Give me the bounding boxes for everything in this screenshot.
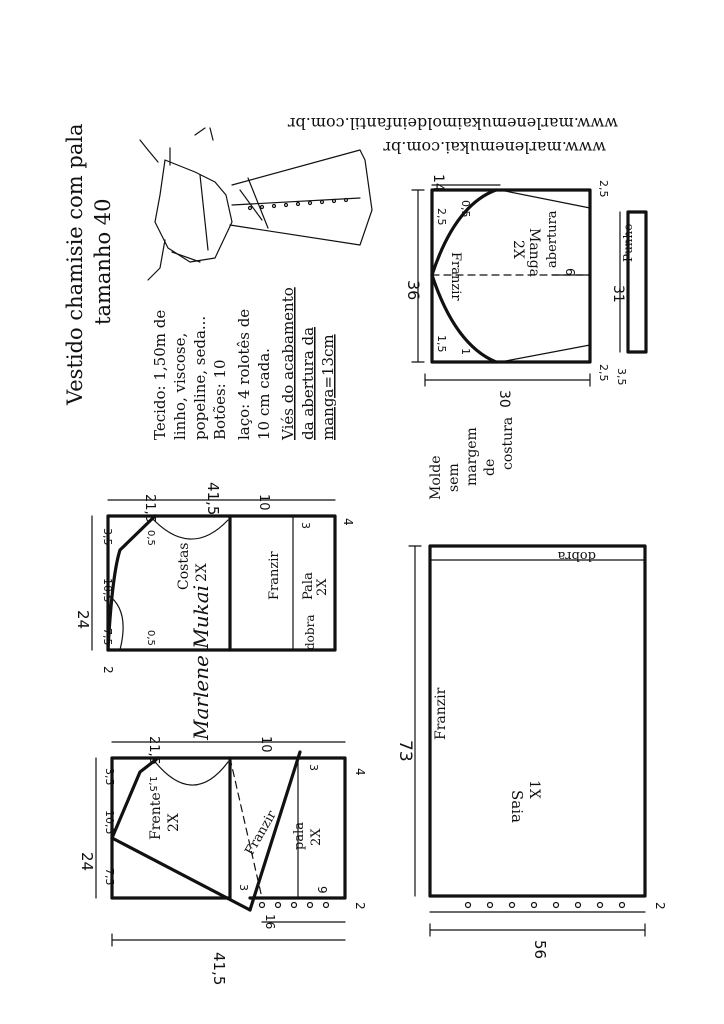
frente-dim-yoke: 10	[258, 736, 273, 753]
materials-line-2: linho, viscose,	[171, 332, 189, 440]
saia-dim-width: 56	[531, 940, 549, 960]
frente-franzir: Franzir	[242, 808, 280, 858]
manga-dim-curve1: 1,5	[435, 335, 448, 353]
frente-piece	[78, 736, 367, 985]
note-line-2: sem	[446, 463, 462, 492]
costas-franzir: Franzir	[267, 551, 282, 600]
costas-dim-curve2: 0,5	[145, 630, 156, 646]
pala-frente-count: 2X	[309, 828, 324, 846]
manga-name: Manga	[526, 228, 542, 278]
pala-frente-dim-height: 3	[237, 884, 250, 891]
costas-dim-arm: 10,5	[101, 578, 114, 603]
manga-dim-curve2: 1	[459, 348, 472, 355]
costas-dim-top: 21,5	[142, 494, 157, 523]
note-line-4: de	[482, 458, 498, 476]
materials-line-8: da abertura da	[299, 326, 317, 440]
materials-line-1: Tecido: 1,50m de	[151, 309, 169, 440]
frente-dim-width: 41,5	[210, 952, 228, 986]
costas-dim-neck: 7,5	[101, 628, 114, 646]
costas-dim-width: 41,5	[204, 482, 222, 516]
frente-dim-neck: 7,5	[103, 868, 116, 886]
frente-dim-hem: 2	[353, 902, 367, 910]
materials-block	[151, 287, 337, 441]
frente-dim-shoulder: 3,5	[103, 768, 116, 786]
punho-dim-width: 3,5	[615, 368, 628, 386]
manga-dim-bottom-l: 2,5	[597, 180, 610, 198]
materials-line-3: popeline, seda...	[191, 315, 209, 440]
costas-name: Costas	[176, 542, 192, 590]
pala-costas-dobra: dobra	[303, 614, 317, 650]
title-block	[63, 123, 115, 406]
manga-piece	[404, 174, 610, 408]
materials-line-7: Viés do acabamento	[279, 287, 297, 440]
manga-count: 2X	[510, 240, 526, 259]
materials-line-5: laço: 4 rolotês de	[235, 308, 253, 440]
note-block	[428, 417, 516, 500]
materials-line-9: manga=13cm	[319, 334, 337, 440]
pala-costas-name: Pala	[301, 572, 316, 600]
costas-piece	[74, 482, 355, 674]
saia-dim-length: 73	[395, 740, 415, 762]
pala-costas-dim-height: 3	[299, 522, 312, 529]
frente-dim-top: 21,5	[146, 736, 161, 765]
costas-dim-shoulder: 3,5	[101, 528, 114, 546]
pala-frente-name: pala	[292, 822, 307, 850]
manga-dim-opening: 6	[563, 268, 577, 276]
manga-abertura: abertura	[545, 210, 560, 268]
frente-dim-bottom: 16	[263, 914, 277, 930]
materials-line-4: Botões: 10	[211, 359, 229, 440]
pattern-title: Vestido chamisie com pala	[63, 123, 87, 405]
dress-illustration	[140, 128, 372, 280]
signature-text: Marlene Mukai	[189, 584, 213, 740]
costas-dim-height: 24	[74, 610, 92, 630]
frente-dim-arm: 10,5	[103, 810, 116, 835]
manga-dim-top: 14	[430, 174, 446, 192]
saia-button-markers	[466, 903, 625, 908]
note-line-1: Molde	[428, 455, 444, 500]
frente-dim-placket: 3	[307, 764, 320, 771]
punho-name: Punho	[621, 223, 635, 262]
note-line-5: costura	[500, 416, 516, 470]
manga-dim-bottom-r: 2,5	[597, 364, 610, 382]
frente-dim-side: 4	[353, 768, 367, 776]
manga-dim-cap2: 0,5	[459, 200, 472, 218]
saia-piece	[395, 546, 667, 959]
manga-dim-width: 30	[496, 390, 512, 408]
costas-dim-curve1: 0,5	[145, 530, 156, 546]
frente-dim-curve: 1,5	[147, 776, 158, 792]
frente-count: 2X	[166, 813, 182, 832]
saia-dobra: dobra	[557, 548, 596, 563]
manga-dim-length: 36	[404, 280, 423, 301]
website-2: www.marlenemukaimoldeinfantil.com.br	[287, 114, 618, 133]
saia-count: 1X	[526, 780, 542, 799]
pattern-size: tamanho 40	[91, 198, 115, 325]
manga-dim-cap: 2,5	[435, 208, 448, 226]
punho-piece	[610, 212, 646, 386]
manga-franzir: Franzir	[448, 252, 463, 301]
note-line-3: margem	[464, 427, 480, 486]
costas-dim-hem: 2	[101, 666, 115, 674]
pala-costas-count: 2X	[315, 578, 330, 596]
pala-costas-dim-side: 4	[341, 518, 355, 526]
saia-franzir: Franzir	[433, 687, 449, 740]
frente-name: Frente	[148, 792, 164, 840]
website-1: www.marlenemukai.com.br	[383, 138, 606, 157]
punho-dim-length: 31	[610, 285, 626, 303]
frente-dim-bottom2: 9	[315, 886, 329, 894]
front-button-markers	[260, 903, 329, 908]
websites	[288, 114, 618, 157]
saia-name: Saia	[508, 790, 526, 823]
frente-dim-height: 24	[78, 852, 96, 872]
saia-dim-hem: 2	[653, 902, 667, 910]
costas-count: 2X	[194, 563, 210, 582]
signature	[189, 585, 213, 741]
materials-line-6: 10 cm cada.	[255, 348, 273, 440]
costas-dim-yoke: 10	[256, 494, 271, 511]
